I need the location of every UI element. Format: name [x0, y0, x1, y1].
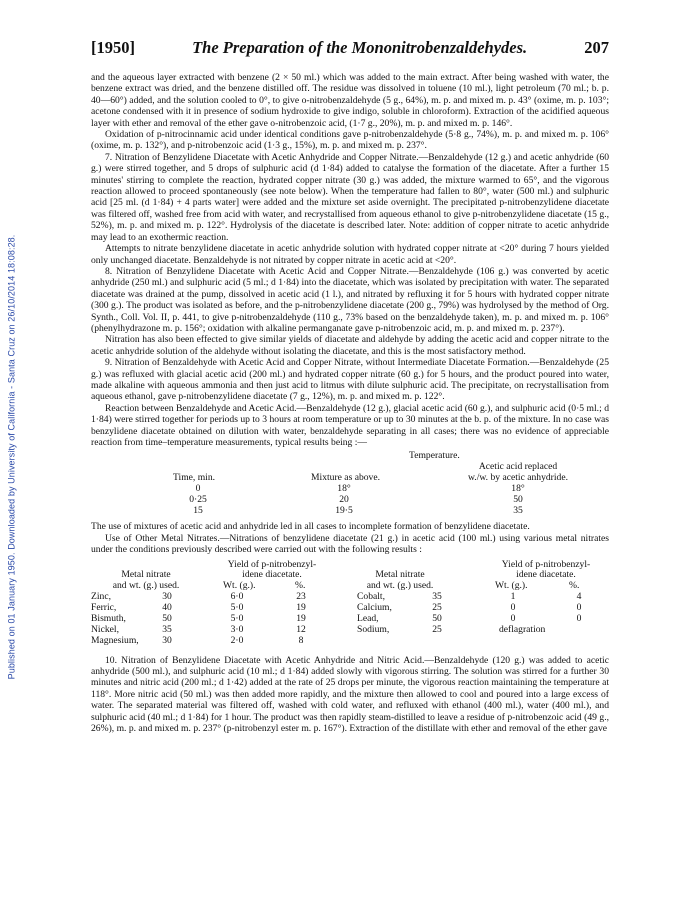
table-cell: 35 — [513, 505, 523, 517]
download-watermark-text: Published on 01 January 1950. Downloaded by University of California - Santa Cruz on 26/10/2014 18:08:28. — [6, 234, 16, 679]
header-title: The Preparation of the Mononitrobenzaldehydes. — [192, 38, 528, 57]
paragraph: The use of mixtures of acetic acid and anhydride led in all cases to incomplete formation of benzylidene diacetate. — [91, 521, 530, 533]
table-header: Yield of p-nitrobenzyl- — [501, 558, 591, 570]
table-header: %. — [295, 579, 306, 591]
table-cell: Magnesium, — [91, 634, 139, 646]
table-cell: 23 — [296, 590, 306, 602]
metal-nitrate-table — [91, 559, 609, 651]
table-cell: deflagration — [499, 623, 546, 635]
table-cell: 0 — [510, 612, 516, 624]
table-cell: Sodium, — [357, 623, 390, 635]
table-cell: 5·0 — [230, 612, 244, 624]
table-cell: Bismuth, — [91, 612, 126, 624]
paragraph: Use of Other Metal Nitrates.—Nitrations of benzylidene diacetate (21 g.) in acetic acid (100 ml.) using various metal nitrates under the conditions previously described were carried out with the following results : — [91, 532, 609, 556]
table-cell: 1 — [510, 590, 516, 602]
table-cell: 20 — [339, 494, 349, 506]
table-cell: 2·0 — [230, 634, 244, 646]
temperature-group-header: Temperature. — [409, 450, 460, 462]
download-watermark — [0, 0, 22, 913]
table-cell: 50 — [162, 612, 172, 624]
running-header — [91, 38, 609, 58]
table-header: w./w. by acetic anhydride. — [468, 472, 568, 484]
table-header: Metal nitrate — [375, 568, 425, 580]
header-year: [1950] — [91, 38, 135, 57]
table-cell: 15 — [193, 505, 203, 517]
table-cell: 25 — [432, 601, 442, 613]
table-header: Wt. (g.). — [223, 579, 256, 591]
paragraph: 9. Nitration of Benzaldehyde with Acetic Acid and Copper Nitrate, without Intermediate Diacetate Formation.—Benzaldehyde (25 g.) was refluxed with glacial acetic acid (200 ml.) and hydrated copper nitrate (60 g.) for 5 hours, and the product poured into water, made alkaline with aqueous ammonia and then just acid to litmus with dilute sulphuric acid. The precipitate, on recrystallisation from aqueous ethanol, gave p-nitrobenzylidene diacetate (7 g., 12%), m. p. and mixed m. p. 122°. — [91, 357, 609, 403]
table-cell: 0 — [510, 601, 516, 613]
table-cell: 50 — [432, 612, 442, 624]
journal-page — [91, 38, 609, 734]
table-header: Metal nitrate — [121, 568, 171, 580]
table-cell: 19 — [296, 612, 306, 624]
table-cell: 6·0 — [230, 590, 244, 602]
table-cell: Zinc, — [91, 590, 111, 602]
table-header: Acetic acid replaced — [478, 461, 558, 473]
paragraph: Oxidation of p-nitrocinnamic acid under identical conditions gave p-nitrobenzaldehyde (5·8 g., 74%), m. p. and mixed m. p. 106° (oxime, m. p. 132°), and p-nitrobenzoic acid (1·3 g., 15%), m. p. and mixed m. p. 237°. — [91, 129, 609, 152]
table-header: idene diacetate. — [242, 568, 302, 580]
table-header: Yield of p-nitrobenzyl- — [227, 558, 317, 570]
table-cell: 0 — [195, 483, 201, 495]
temperature-table — [91, 448, 609, 515]
table-cell: 18° — [337, 483, 351, 495]
table-header: and wt. (g.) used. — [366, 579, 434, 591]
table-header: and wt. (g.) used. — [112, 579, 180, 591]
table-cell: Lead, — [357, 612, 379, 624]
table-cell: 4 — [576, 590, 582, 602]
table-cell: 30 — [162, 634, 172, 646]
table-header: Mixture as above. — [311, 472, 381, 484]
table-cell: 5·0 — [230, 601, 244, 613]
table-cell: Cobalt, — [357, 590, 385, 602]
table-cell: 35 — [432, 590, 442, 602]
table-header: %. — [569, 579, 580, 591]
table-cell: 35 — [162, 623, 172, 635]
paragraph: and the aqueous layer extracted with benzene (2 × 50 ml.) which was added to the main extract. After being washed with water, the benzene extract was dried, and the benzene distilled off. The residue was dissolved in toluene (10 ml.), light petroleum (70 ml.; b. p. 40—60°) added, and the solution cooled to 0°, to give o-nitrobenzaldehyde (5 g., 64%), m. p. and mixed m. p. 43° (oxime, m. p. 103°; acetone condensed with it in presence of sodium hydroxide to give indigo, soluble in chloroform). Extraction of the acidified aqueous layer with ether and removal of the ether gave o-nitrobenzoic acid, (1·7 g., 20%), m. p. and mixed m. p. 146°. — [91, 72, 609, 129]
table-cell: Calcium, — [357, 601, 392, 613]
table-cell: 8 — [298, 634, 304, 646]
table-header: idene diacetate. — [516, 568, 576, 580]
table-cell: Ferric, — [91, 601, 117, 613]
table-cell: 0 — [576, 612, 582, 624]
table-cell: Nickel, — [91, 623, 119, 635]
table-cell: 50 — [513, 494, 523, 506]
table-cell: 19·5 — [335, 505, 353, 517]
paragraph: 7. Nitration of Benzylidene Diacetate with Acetic Anhydride and Copper Nitrate.—Benzaldehyde (12 g.) and acetic anhydride (60 g.) were stirred together, and 5 drops of sulphuric acid (d 1·84) added to catalyse the formation of the diacetate. After a further 15 minutes' stirring to complete the reaction, hydrated copper nitrate (30 g.) was added, the mixture warmed to 65°, and the vigorous reaction allowed to proceed spontaneously (see note below). When the temperature had fallen to 80°, water (500 ml.) and sulphuric acid [25 ml. (d 1·84) + 4 parts water] were added and the mixture set aside overnight. The precipitated p-nitrobenzylidene diacetate was filtered off, washed free from acid with water, and recrystallised from aqueous ethanol to give p-nitrobenzylidene diacetate (15 g., 52%), m. p. and mixed m. p. 122°. Hydrolysis of the diacetate is described later. Note: addition of copper nitrate to acetic anhydride may lead to an exothermic reaction. — [91, 151, 609, 243]
table-cell: 0·25 — [189, 494, 207, 506]
table-cell: 30 — [162, 590, 172, 602]
paragraph: Attempts to nitrate benzylidene diacetate in acetic anhydride solution with hydrated copper nitrate at <20° during 7 hours yielded only unchanged diacetate. Benzaldehyde is not nitrated by copper nitrate in acetic acid at <20°. — [91, 243, 609, 266]
table-header: Time, min. — [173, 472, 216, 484]
table-cell: 12 — [296, 623, 306, 635]
header-page-number: 207 — [584, 38, 609, 57]
table-cell: 40 — [162, 601, 172, 613]
table-cell: 25 — [432, 623, 442, 635]
table-header: Wt. (g.). — [495, 579, 528, 591]
table-cell: 3·0 — [230, 623, 244, 635]
table-cell: 19 — [296, 601, 306, 613]
paragraph: 10. Nitration of Benzylidene Diacetate with Acetic Anhydride and Nitric Acid.—Benzaldehyde (120 g.) was added to acetic anhydride (500 ml.), and sulphuric acid (10 ml.; d 1·84) added slowly with vigorous stirring. The solution was stirred for a further 30 minutes and nitric acid (200 ml.; d 1·42) added at the rate of 25 drops per minute, the vigorous reaction maintaining the temperature at 118°. More nitric acid (50 ml.) was then added more rapidly, and the mixture then allowed to cool and poured into a large excess of water. The separated material was filtered off, washed with cold water, and refluxed with ethanol (400 ml.), water (400 ml.), and sulphuric acid (40 ml.; d 1·84) for 1 hour. The product was then rapidly steam-distilled to leave a residue of p-nitrobenzoic acid (49 g., 26%), m. p. and mixed m. p. 237° (p-nitrobenzyl ester m. p. 167°). Extraction of the distillate with ether and removal of the ether gave — [91, 654, 609, 735]
table-cell: 18° — [511, 483, 525, 495]
paragraph: Nitration has also been effected to give similar yields of diacetate and aldehyde by adding the acetic acid and copper nitrate to the acetic anhydride solution of the aldehyde without isolating the diacetate, and this is the most satisfactory method. — [91, 334, 609, 357]
paragraph: 8. Nitration of Benzylidene Diacetate with Acetic Acid and Copper Nitrate.—Benzaldehyde (106 g.) was converted by acetic anhydride (250 ml.) and sulphuric acid (5 ml.; d 1·84) into the diacetate, which was isolated by precipitation with water. The separated diacetate was drained at the pump, dissolved in acetic acid (1 l.), and nitrated by refluxing it for 5 hours with hydrated copper nitrate (300 g.). The product was isolated as before, and the p-nitrobenzylidene diacetate (200 g., 79%) was hydrolysed by the method of Org. Synth., Coll. Vol. II, p. 441, to give p-nitrobenzaldehyde (110 g., 73% based on the benzaldehyde taken), m. p. and mixed m. p. 106° (phenylhydrazone m. p. 156°; oxidation with alkaline permanganate gave p-nitrobenzoic acid, m. p. and mixed m. p. 237°). — [91, 265, 609, 334]
table-cell: 0 — [576, 601, 582, 613]
paragraph: Reaction between Benzaldehyde and Acetic Acid.—Benzaldehyde (12 g.), glacial acetic acid (60 g.), and sulphuric acid (0·5 ml.; d 1·84) were stirred together for periods up to 3 hours at room temperature or up to 30 minutes at the b. p. of the mixture. In no case was benzylidene diacetate obtained on dilution with water, benzaldehyde separating in all cases; there was no evidence of appreciable reaction from time–temperature measurements, typical results being :— — [91, 402, 609, 448]
